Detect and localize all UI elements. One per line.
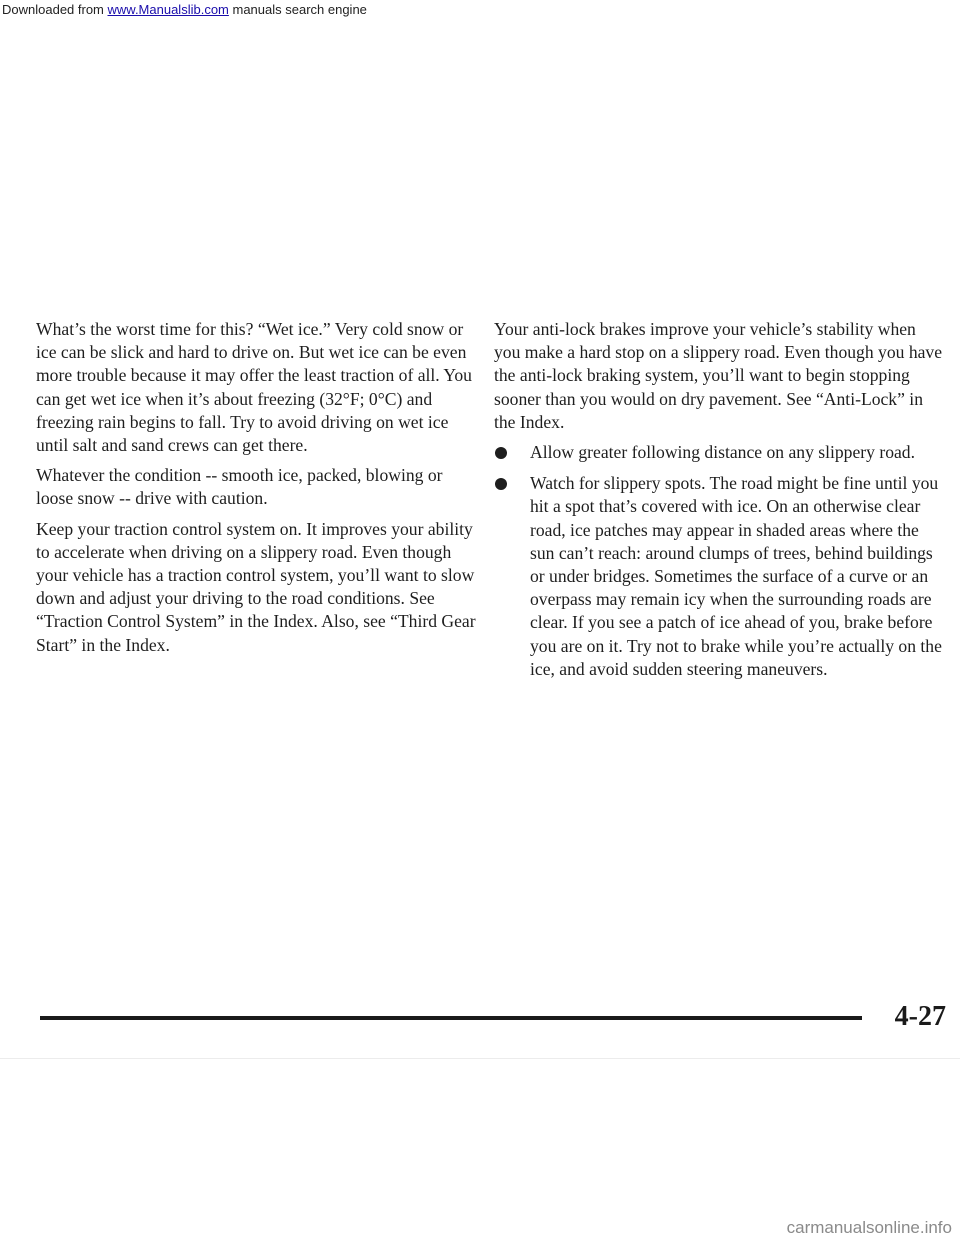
list-item <box>494 472 946 681</box>
download-banner <box>0 0 367 20</box>
manualslib-link[interactable]: www.Manualslib.com <box>107 2 229 17</box>
scan-divider <box>0 1058 960 1059</box>
bullet-icon <box>495 478 507 490</box>
paragraph-anti-lock: Your anti-lock brakes improve your vehicle’s stability when you make a hard stop on a slippery road. Even though you have the anti-lock braking system, you’ll want to begin stopping sooner than you would on dry pavement. See “Anti-Lock” in the Index. <box>494 319 943 432</box>
watermark: carmanualsonline.info <box>786 1218 952 1237</box>
list-item-text: Allow greater following distance on any slippery road. <box>530 442 916 463</box>
left-column <box>36 318 480 664</box>
banner-suffix: manuals search engine <box>228 2 367 17</box>
bullet-icon <box>495 447 507 459</box>
tips-list <box>494 441 946 681</box>
paragraph-traction-control: Keep your traction control system on. It improves your ability to accelerate when driving on a slippery road. Even though your vehicle has a traction control system, you’ll want to slow down and adjust your driving to the road conditions. See “Traction Control System” in the Index. Also, see “Third Gear Start” in the Index. <box>36 518 476 655</box>
list-item <box>494 441 946 464</box>
right-column <box>494 318 946 689</box>
paragraph-wet-ice: What’s the worst time for this? “Wet ice.” Very cold snow or ice can be slick and hard to drive on. But wet ice can be even more trouble because it may offer the least traction of all. You can get wet ice when it’s about freezing (32°F; 0°C) and freezing rain begins to fall. Try to avoid driving on wet ice until salt and sand crews can get there. <box>36 319 472 456</box>
list-item-text: Watch for slippery spots. The road might be fine until you hit a spot that’s covered with ice. On an otherwise clear road, ice patches may appear in shaded areas where the sun can’t reach: around clumps of trees, behind buildings or under bridges. Sometimes the surface of a curve or an overpass may remain icy when the surrounding roads are clear. If you see a patch of ice ahead of you, brake before you are on it. Try not to brake while you’re actually on the ice, and avoid sudden steering maneuvers. <box>530 473 942 679</box>
footer-rule <box>40 1016 862 1020</box>
paragraph-condition: Whatever the condition -- smooth ice, packed, blowing or loose snow -- drive with caution. <box>36 465 443 509</box>
banner-prefix: Downloaded from <box>2 2 108 17</box>
page-number: 4-27 <box>894 1001 946 1032</box>
